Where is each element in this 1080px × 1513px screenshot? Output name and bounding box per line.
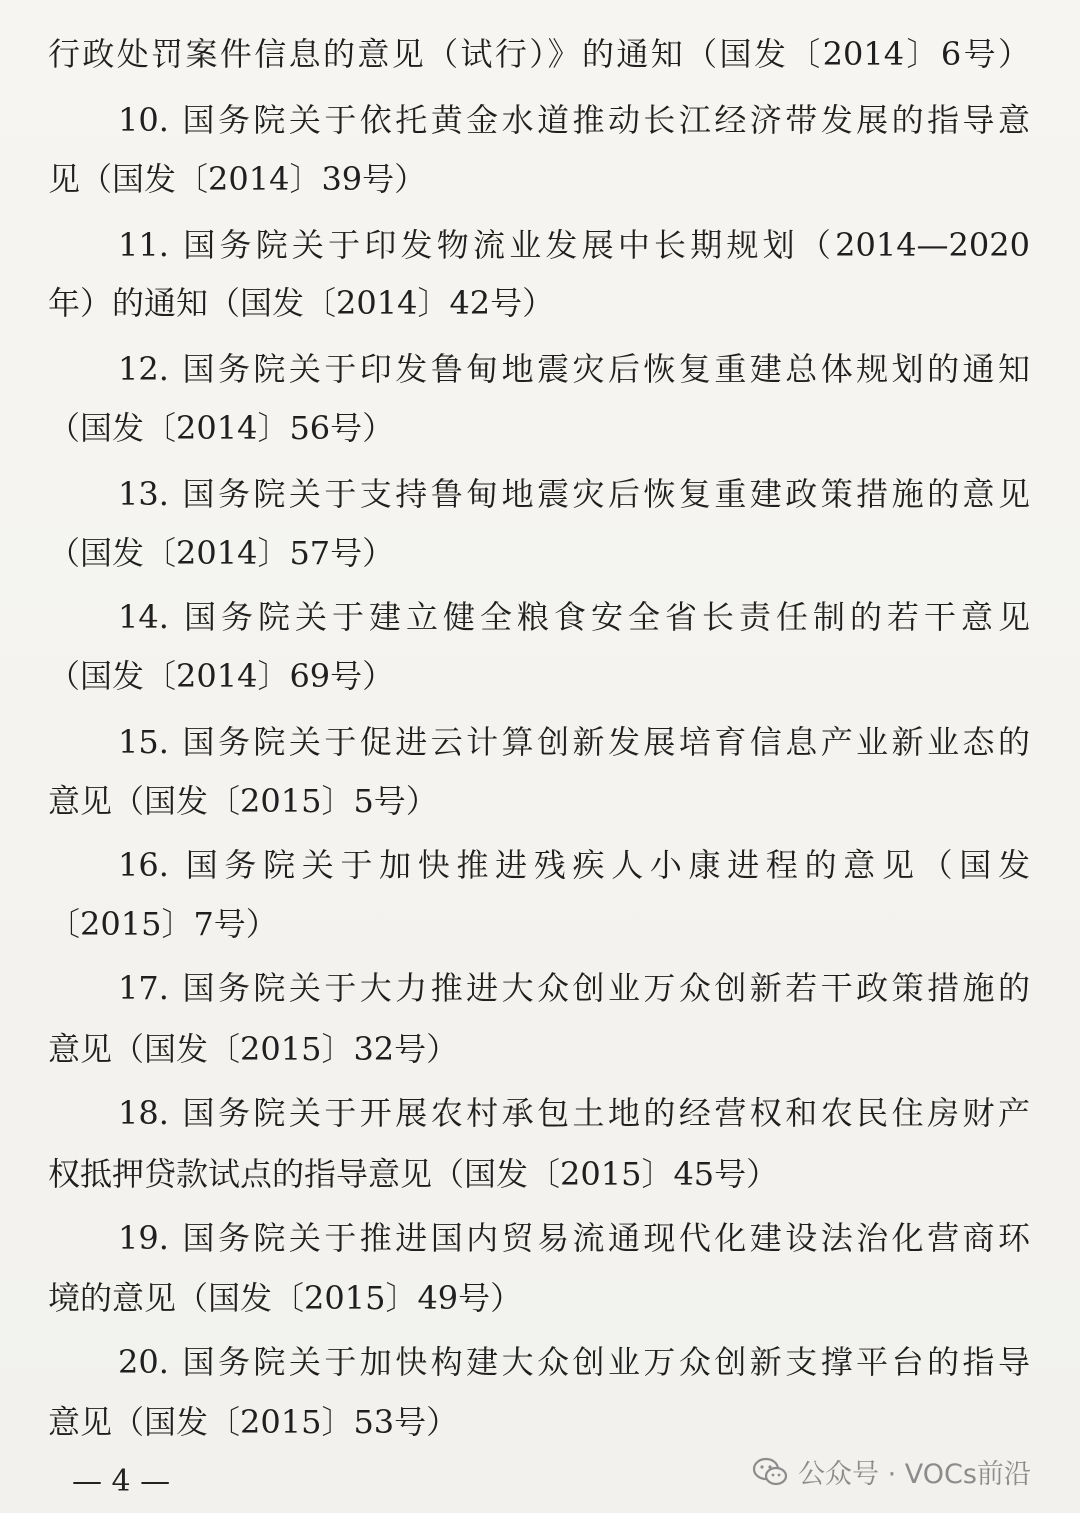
list-item-16-line-2: 〔2015〕7号） <box>48 905 278 943</box>
list-item-19-line-1: 19. 国务院关于推进国内贸易流通现代化建设法治化营商环 <box>118 1219 1030 1257</box>
list-item-12-line-1: 12. 国务院关于印发鲁甸地震灾后恢复重建总体规划的通知 <box>118 350 1030 388</box>
list-item-18-line-2: 权抵押贷款试点的指导意见（国发〔2015〕45号） <box>48 1155 779 1193</box>
list-item-18-line-1: 18. 国务院关于开展农村承包土地的经营权和农民住房财产 <box>118 1094 1030 1132</box>
list-item-20-line-1: 20. 国务院关于加快构建大众创业万众创新支撑平台的指导 <box>118 1343 1030 1381</box>
list-item-15-line-2: 意见（国发〔2015〕5号） <box>48 782 438 820</box>
wechat-icon <box>752 1457 788 1487</box>
page-number: — 4 — <box>72 1464 171 1499</box>
list-item-14-line-2: （国发〔2014〕69号） <box>48 657 395 695</box>
list-item-16-line-1: 16. 国务院关于加快推进残疾人小康进程的意见（国发 <box>118 846 1030 884</box>
list-item-11-line-1: 11. 国务院关于印发物流业发展中长期规划（2014—2020 <box>118 226 1030 264</box>
list-item-13-line-1: 13. 国务院关于支持鲁甸地震灾后恢复重建政策措施的意见 <box>118 475 1030 513</box>
list-item-19-line-2: 境的意见（国发〔2015〕49号） <box>48 1279 523 1317</box>
list-item-17-line-2: 意见（国发〔2015〕32号） <box>48 1030 459 1068</box>
list-item-10-line-2: 见（国发〔2014〕39号） <box>48 160 427 198</box>
list-item-12-line-2: （国发〔2014〕56号） <box>48 409 395 447</box>
list-item-11-line-2: 年）的通知（国发〔2014〕42号） <box>48 284 555 322</box>
list-item-17-line-1: 17. 国务院关于大力推进大众创业万众创新若干政策措施的 <box>118 969 1030 1007</box>
list-item-15-line-1: 15. 国务院关于促进云计算创新发展培育信息产业新业态的 <box>118 723 1030 761</box>
watermark <box>752 1452 1031 1491</box>
list-item-14-line-1: 14. 国务院关于建立健全粮食安全省长责任制的若干意见 <box>118 598 1030 636</box>
watermark-text: 公众号 · VOCs前沿 <box>798 1459 1031 1490</box>
list-item-13-line-2: （国发〔2014〕57号） <box>48 534 395 572</box>
list-item-10-line-1: 10. 国务院关于依托黄金水道推动长江经济带发展的指导意 <box>118 101 1030 139</box>
list-item-20-line-2: 意见（国发〔2015〕53号） <box>48 1403 459 1441</box>
text-line: 行政处罚案件信息的意见（试行）》的通知（国发〔2014〕6号） <box>48 35 1030 73</box>
